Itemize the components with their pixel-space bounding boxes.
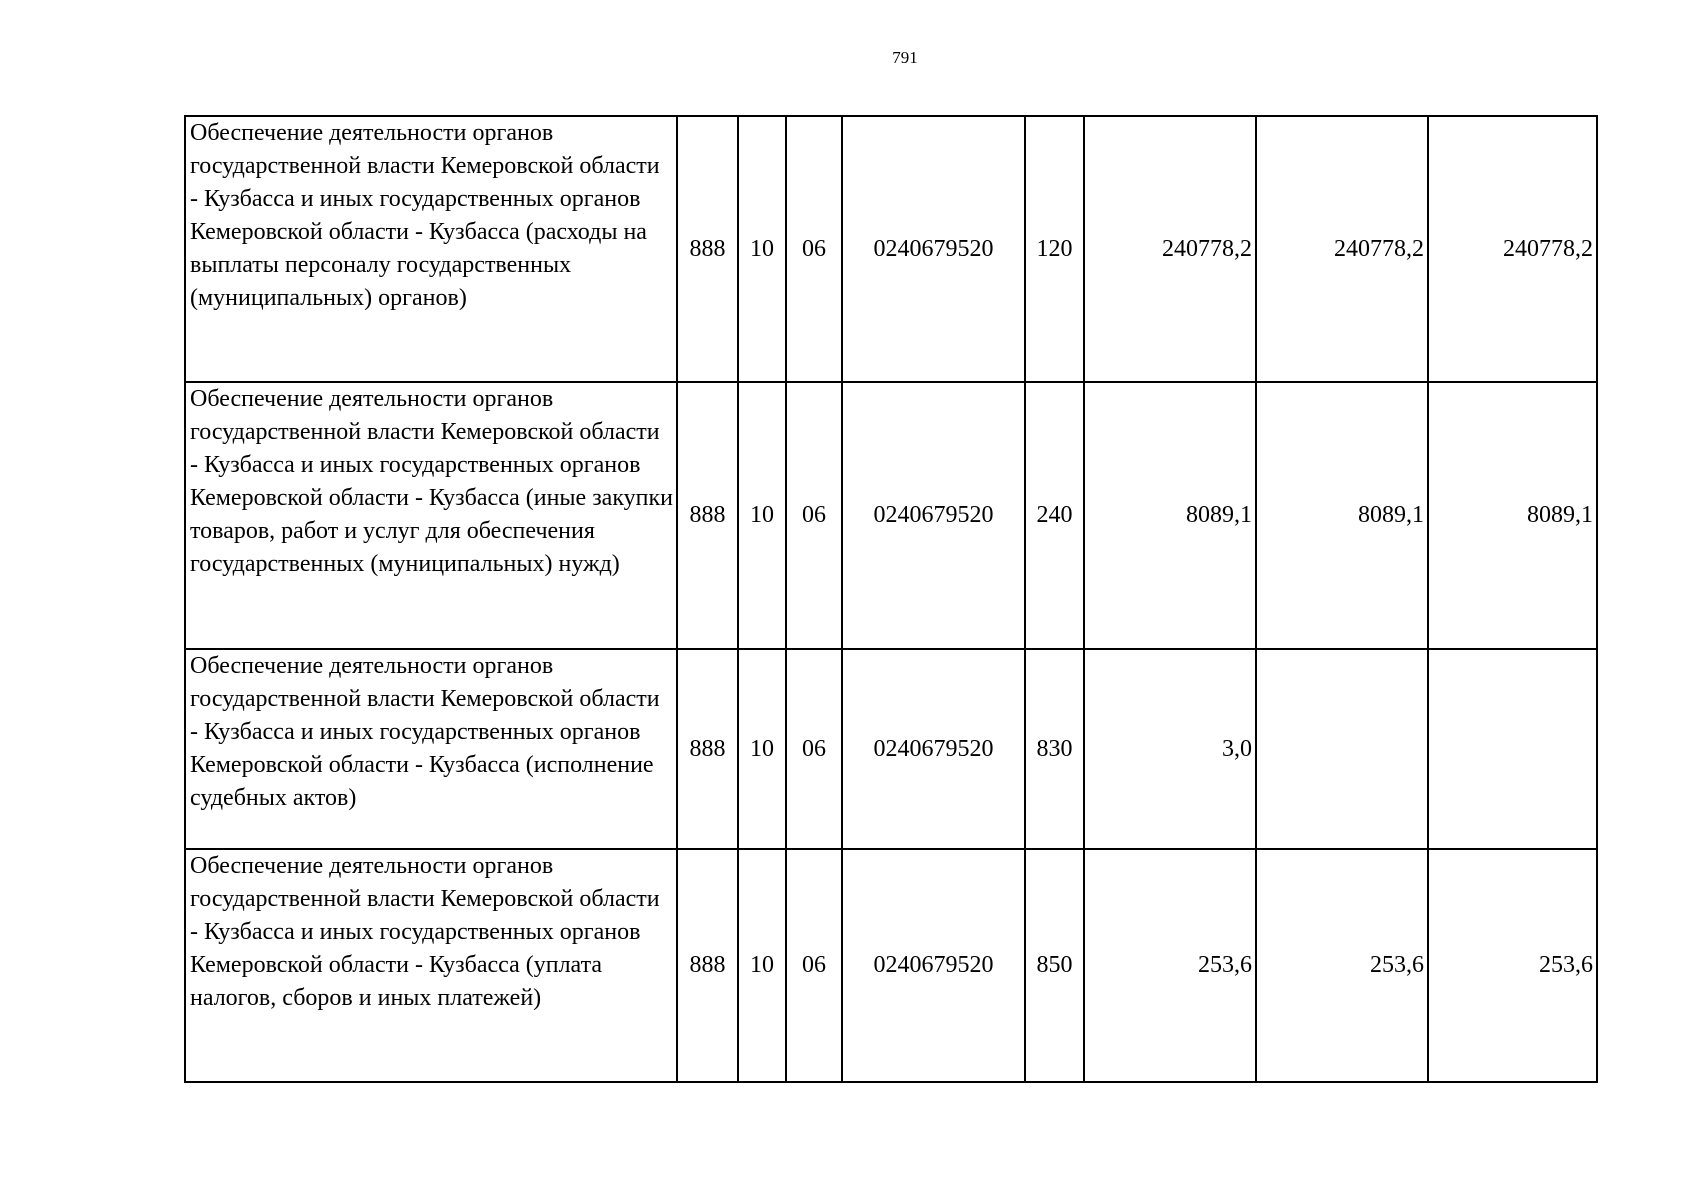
section-code: 10	[738, 649, 786, 849]
row-description: Обеспечение деятельности органов государственной власти Кемеровской области - Кузбасса и иных государственных органов Кемеровской области - Кузбасса (исполнение судебных актов)	[185, 649, 677, 849]
table-row	[185, 116, 1597, 382]
expense-type-code: 830	[1025, 649, 1084, 849]
page-number: 791	[892, 48, 918, 67]
subsection-code: 06	[786, 649, 842, 849]
target-article-code: 0240679520	[842, 116, 1025, 382]
section-code: 10	[738, 382, 786, 649]
ministry-code: 888	[677, 382, 738, 649]
amount-1: 3,0	[1084, 649, 1256, 849]
target-article-code: 0240679520	[842, 382, 1025, 649]
amount-2: 240778,2	[1256, 116, 1428, 382]
table-row	[185, 649, 1597, 849]
amount-3	[1428, 649, 1597, 849]
ministry-code: 888	[677, 849, 738, 1082]
ministry-code: 888	[677, 116, 738, 382]
section-code: 10	[738, 116, 786, 382]
amount-3: 8089,1	[1428, 382, 1597, 649]
amount-2: 253,6	[1256, 849, 1428, 1082]
amount-1: 253,6	[1084, 849, 1256, 1082]
expense-type-code: 850	[1025, 849, 1084, 1082]
section-code: 10	[738, 849, 786, 1082]
amount-1: 240778,2	[1084, 116, 1256, 382]
subsection-code: 06	[786, 382, 842, 649]
table-row	[185, 849, 1597, 1082]
amount-3: 240778,2	[1428, 116, 1597, 382]
expense-type-code: 120	[1025, 116, 1084, 382]
amount-2: 8089,1	[1256, 382, 1428, 649]
subsection-code: 06	[786, 849, 842, 1082]
table-row	[185, 382, 1597, 649]
target-article-code: 0240679520	[842, 649, 1025, 849]
amount-1: 8089,1	[1084, 382, 1256, 649]
amount-3: 253,6	[1428, 849, 1597, 1082]
expense-type-code: 240	[1025, 382, 1084, 649]
row-description: Обеспечение деятельности органов государственной власти Кемеровской области - Кузбасса и иных государственных органов Кемеровской области - Кузбасса (иные закупки товаров, работ и услуг для обеспечения государственных (муниципальных) нужд)	[185, 382, 677, 649]
budget-table	[184, 115, 1598, 1083]
target-article-code: 0240679520	[842, 849, 1025, 1082]
ministry-code: 888	[677, 649, 738, 849]
row-description: Обеспечение деятельности органов государственной власти Кемеровской области - Кузбасса и иных государственных органов Кемеровской области - Кузбасса (уплата налогов, сборов и иных платежей)	[185, 849, 677, 1082]
amount-2	[1256, 649, 1428, 849]
row-description: Обеспечение деятельности органов государственной власти Кемеровской области - Кузбасса и иных государственных органов Кемеровской области - Кузбасса (расходы на выплаты персоналу государственных (муниципальных) органов)	[185, 116, 677, 382]
subsection-code: 06	[786, 116, 842, 382]
